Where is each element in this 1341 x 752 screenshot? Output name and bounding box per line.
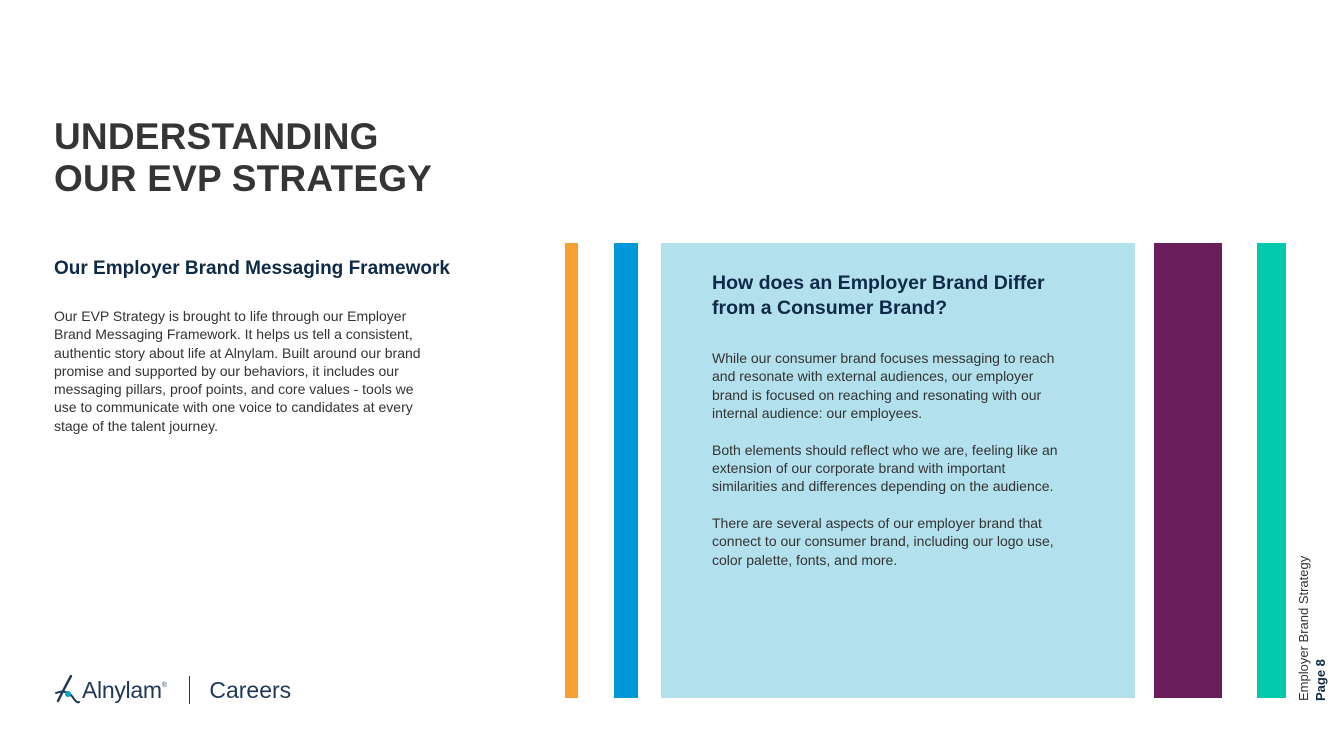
document-title: Employer Brand Strategy: [1296, 555, 1311, 701]
orange-color-bar: [565, 243, 578, 698]
alnylam-careers-logo: [54, 670, 291, 710]
intro-paragraph: Our EVP Strategy is brought to life through our Employer Brand Messaging Framework. It helps us tell a consistent, authentic story about life at Alnylam. Built around our brand promise and supported by our behaviors, it includes our messaging pillars, proof points, and core values - tools we use to communicate with one voice to candidates at every stage of the talent journey.: [54, 308, 421, 434]
teal-color-bar: [1257, 243, 1286, 698]
blue-color-bar: [614, 243, 638, 698]
info-panel: [661, 243, 1135, 698]
logo-careers-text: Careers: [209, 676, 292, 703]
panel-paragraph-1: While our consumer brand focuses messaging to reach and resonate with external audiences, our employer brand is focused on reaching and resonating with our internal audience: our employees.: [712, 350, 1055, 422]
section-subheading: Our Employer Brand Messaging Framework: [54, 258, 450, 279]
logo-wordmark: Alnylam: [82, 676, 162, 703]
alnylam-mark-icon: [54, 673, 80, 707]
logo-registered-mark: ®: [161, 682, 167, 689]
logo-divider: [189, 676, 191, 704]
page-number: Page 8: [1313, 659, 1328, 701]
page-title-line-1: UNDERSTANDING: [54, 116, 379, 157]
panel-paragraph-3: There are several aspects of our employer brand that connect to our consumer brand, including our logo use, color palette, fonts, and more.: [712, 514, 1054, 568]
purple-color-bar: [1154, 243, 1222, 698]
page-title-line-2: OUR EVP STRATEGY: [54, 158, 433, 199]
page-title: [54, 116, 432, 200]
panel-paragraph-2: Both elements should reflect who we are, feeling like an extension of our corporate brand with important similarities and differences depending on the audience.: [712, 441, 1058, 495]
panel-heading: How does an Employer Brand Differ from a Consumer Brand?: [712, 272, 1045, 319]
vertical-page-label: [1295, 556, 1329, 701]
